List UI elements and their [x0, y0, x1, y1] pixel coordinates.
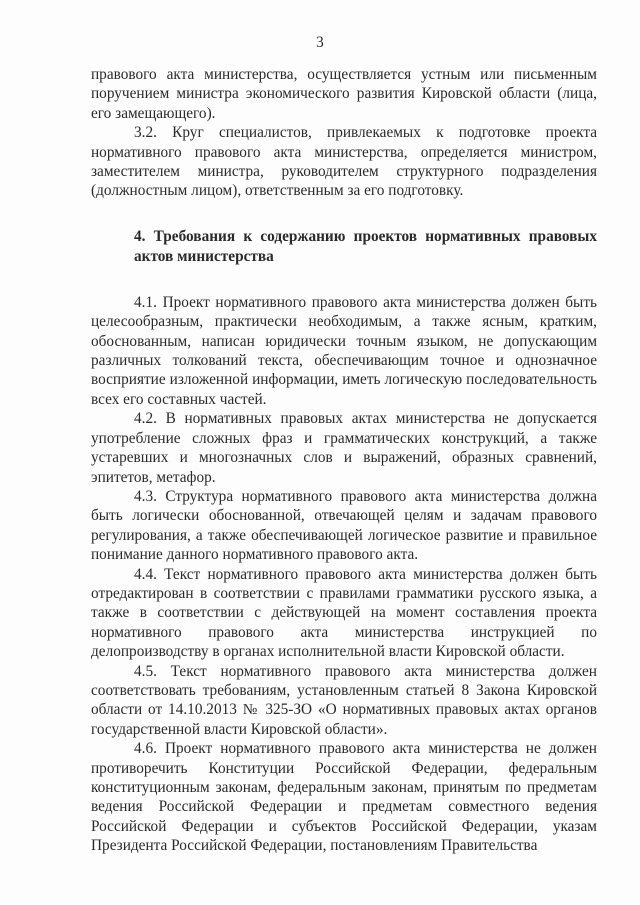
paragraph-4-1: 4.1. Проект нормативного правового акта министерства должен быть целесообразным, практически необходимым, а также ясным, кратким, обоснованным, написан юридически точным языком, не допускающим различных толкований текста, обеспечивающим точное и однозначное восприятие изложенной информации, иметь логическую последовательность всех его составных частей.	[91, 293, 597, 408]
paragraph-4-6: 4.6. Проект нормативного правового акта министерства не должен противоречить Конституции Российской Федерации, федеральным конституционным законам, федеральным законам, принятым по предметам ведения Российской Федерации и предметам совместного ведения Российской Федерации и субъектов Российской Федерации, указам Президента Российской Федерации, постановлениям Правительства	[91, 740, 597, 855]
paragraph-4-5: 4.5. Текст нормативного правового акта министерства должен соответствовать требованиям, установленным статьей 8 Закона Кировской области от 14.10.2013 № 325-ЗО «О нормативных правовых актах органов государственной власти Кировской области».	[91, 662, 597, 738]
paragraph-3-2: 3.2. Круг специалистов, привлекаемых к подготовке проекта нормативного правового акта министерства, определяется министром, заместителем министра, руководителем структурного подразделения (должностным лицом), ответственным за его подготовку.	[91, 124, 597, 200]
paragraph-continuation: правового акта министерства, осуществляется устным или письменным поручением министра экономического развития Кировской области (лица, его замещающего).	[91, 66, 597, 122]
document-body	[91, 65, 597, 856]
paragraph-4-3: 4.3. Структура нормативного правового акта министерства должна быть логически обоснованной, отвечающей целям и задачам правового регулирования, а также обеспечивающей логическое развитие и правильное понимание данного нормативного правового акта.	[91, 487, 597, 564]
paragraph-4-2: 4.2. В нормативных правовых актах министерства не допускается употребление сложных фраз и грамматических конструкций, а также устаревших и многозначных слов и выражений, образных сравнений, эпитетов, метафор.	[91, 410, 597, 486]
section-heading: 4. Требования к содержанию проектов нормативных правовых актов министерства	[134, 227, 597, 265]
page-number: 3	[316, 34, 324, 51]
paragraph-4-4: 4.4. Текст нормативного правового акта министерства должен быть отредактирован в соответствии с правилами грамматики русского языка, а также в соответствии с действующей на момент составления проекта нормативного правового акта министерства инструкцией по делопроизводству в органах исполнительной власти Кировской области.	[91, 565, 597, 661]
